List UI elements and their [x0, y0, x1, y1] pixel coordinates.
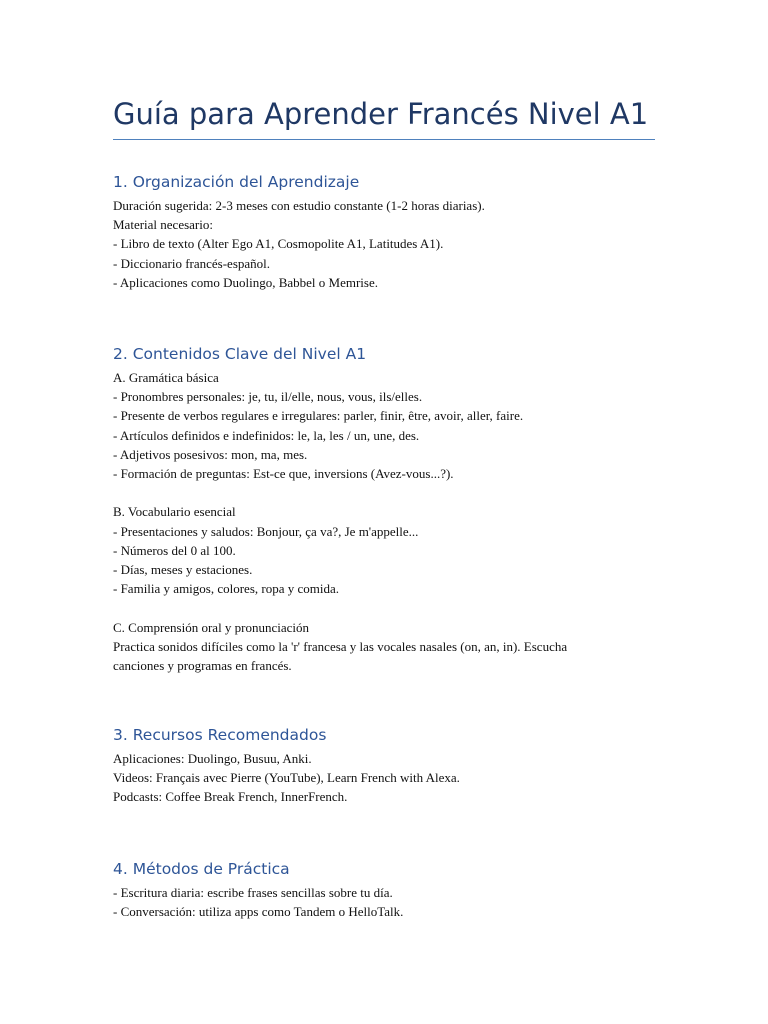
- list-item: - Presentaciones y saludos: Bonjour, ça va?, Je m'appelle...: [113, 523, 419, 539]
- section-heading: 3. Recursos Recomendados: [113, 726, 327, 744]
- subsection-gramatica: [113, 368, 673, 483]
- section-organizacion: [113, 171, 673, 292]
- section-line: Videos: Français avec Pierre (YouTube), Learn French with Alexa.: [113, 770, 460, 786]
- section-line: Material necesario:: [113, 217, 213, 233]
- subsection-title: C. Comprensión oral y pronunciación: [113, 619, 310, 635]
- list-item: - Números del 0 al 100.: [113, 542, 236, 558]
- section-metodos: [113, 858, 673, 921]
- section-line: - Diccionario francés-español.: [113, 255, 271, 271]
- paragraph-spacer: [113, 483, 673, 502]
- paragraph-spacer: [113, 598, 673, 617]
- list-item: - Días, meses y estaciones.: [113, 562, 253, 578]
- paragraph-line: canciones y programas en francés.: [113, 658, 292, 674]
- list-item: - Pronombres personales: je, tu, il/elle, nous, vous, ils/elles.: [113, 389, 423, 405]
- list-item: - Formación de preguntas: Est-ce que, inversions (Avez-vous...?).: [113, 466, 454, 482]
- title-underline-rule: [113, 139, 655, 140]
- section-line: - Aplicaciones como Duolingo, Babbel o Memrise.: [113, 274, 379, 290]
- subsection-comprension: [113, 618, 673, 676]
- section-line: Podcasts: Coffee Break French, InnerFrench.: [113, 789, 348, 805]
- section-line: Aplicaciones: Duolingo, Busuu, Anki.: [113, 751, 312, 766]
- section-heading: 4. Métodos de Práctica: [113, 860, 290, 878]
- section-line: Duración sugerida: 2-3 meses con estudio constante (1-2 horas diarias).: [113, 198, 485, 213]
- section-recursos: [113, 724, 673, 807]
- section-heading: 2. Contenidos Clave del Nivel A1: [113, 345, 367, 363]
- subsection-title: B. Vocabulario esencial: [113, 504, 236, 520]
- section-contenidos: [113, 343, 673, 675]
- subsection-vocabulario: [113, 502, 673, 598]
- section-line: - Escritura diaria: escribe frases sencillas sobre tu día.: [113, 885, 393, 900]
- section-line: - Conversación: utiliza apps como Tandem o HelloTalk.: [113, 904, 404, 920]
- list-item: - Presente de verbos regulares e irregulares: parler, finir, être, avoir, aller, faire.: [113, 408, 524, 424]
- list-item: - Adjetivos posesivos: mon, ma, mes.: [113, 446, 308, 462]
- section-line: - Libro de texto (Alter Ego A1, Cosmopolite A1, Latitudes A1).: [113, 236, 444, 252]
- section-heading: 1. Organización del Aprendizaje: [113, 173, 360, 191]
- document-title: Guía para Aprender Francés Nivel A1: [113, 97, 649, 131]
- list-item: - Familia y amigos, colores, ropa y comida.: [113, 581, 340, 597]
- paragraph-line: Practica sonidos difíciles como la 'r' francesa y las vocales nasales (on, an, in). Escucha: [113, 638, 568, 654]
- subsection-title: A. Gramática básica: [113, 370, 219, 385]
- list-item: - Artículos definidos e indefinidos: le, la, les / un, une, des.: [113, 427, 420, 443]
